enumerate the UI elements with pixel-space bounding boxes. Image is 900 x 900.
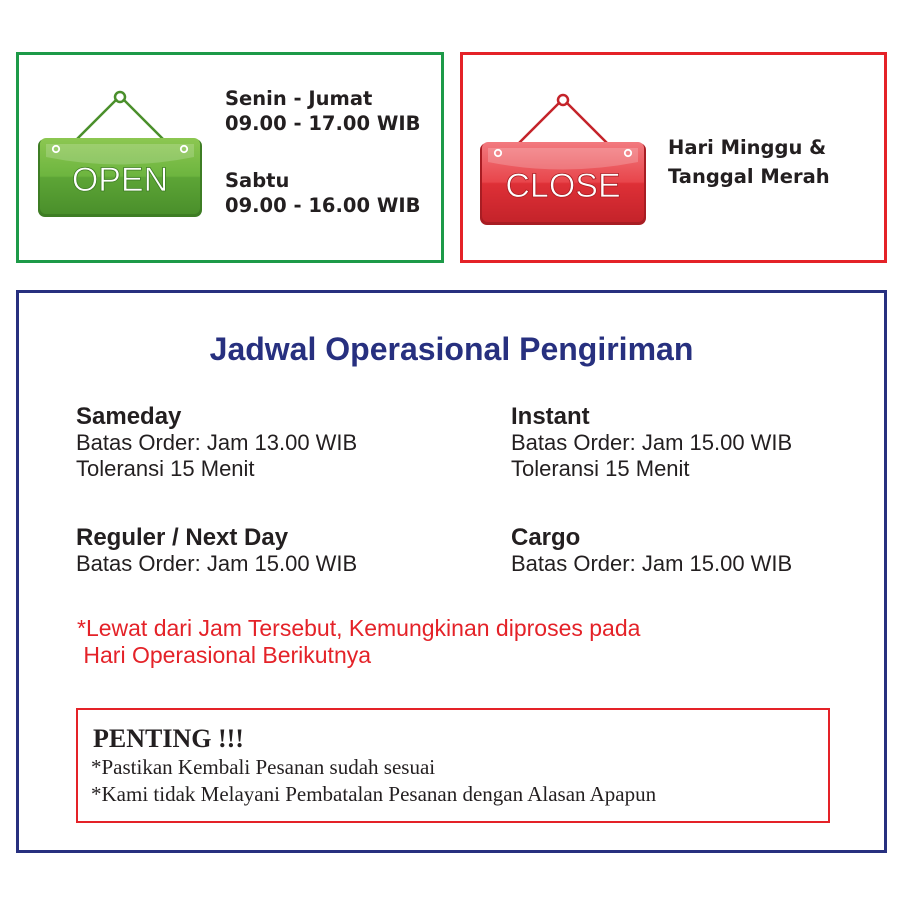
service-name: Cargo (511, 524, 581, 551)
notice-line: *Kami tidak Melayani Pembatalan Pesanan dengan Alasan Apapun (91, 782, 657, 806)
late-order-warning (77, 615, 640, 669)
saturday-label: Sabtu (225, 169, 290, 192)
service-instant (511, 403, 792, 482)
service-cutoff: Batas Order: Jam 15.00 WIB (511, 551, 793, 576)
service-cutoff: Batas Order: Jam 13.00 WIB (76, 430, 358, 455)
important-notice-box (76, 708, 830, 823)
saturday-hours: 09.00 - 16.00 WIB (225, 194, 421, 217)
service-tolerance: Toleransi 15 Menit (511, 456, 690, 481)
open-hours-panel (16, 52, 444, 263)
weekday-label: Senin - Jumat (225, 87, 373, 110)
close-sign-icon (477, 91, 649, 226)
open-sign-icon (35, 89, 205, 219)
service-sameday (76, 403, 357, 482)
service-name: Instant (511, 403, 590, 430)
open-hours-text (225, 86, 420, 218)
warning-line2: Hari Operasional Berikutnya (77, 642, 372, 668)
service-cutoff: Batas Order: Jam 15.00 WIB (511, 430, 793, 455)
open-sign-label: OPEN (71, 161, 169, 199)
closed-days-line2: Tanggal Merah (668, 165, 830, 188)
service-name: Sameday (76, 403, 182, 430)
close-sign-label: CLOSE (505, 167, 621, 205)
service-cutoff: Batas Order: Jam 15.00 WIB (76, 551, 358, 576)
weekday-hours: 09.00 - 17.00 WIB (225, 112, 421, 135)
closed-days-panel (460, 52, 887, 263)
notice-heading: PENTING !!! (93, 724, 244, 753)
closed-days-text (668, 133, 830, 191)
service-reguler (76, 524, 357, 577)
shipping-schedule-panel (16, 290, 887, 853)
service-name: Reguler / Next Day (76, 524, 289, 551)
notice-line: *Pastikan Kembali Pesanan sudah sesuai (91, 755, 436, 779)
service-tolerance: Toleransi 15 Menit (76, 456, 255, 481)
service-cargo (511, 524, 792, 577)
schedule-title: Jadwal Operasional Pengiriman (209, 331, 694, 367)
closed-days-line1: Hari Minggu & (668, 136, 827, 159)
warning-line1: *Lewat dari Jam Tersebut, Kemungkinan diproses pada (77, 615, 641, 641)
